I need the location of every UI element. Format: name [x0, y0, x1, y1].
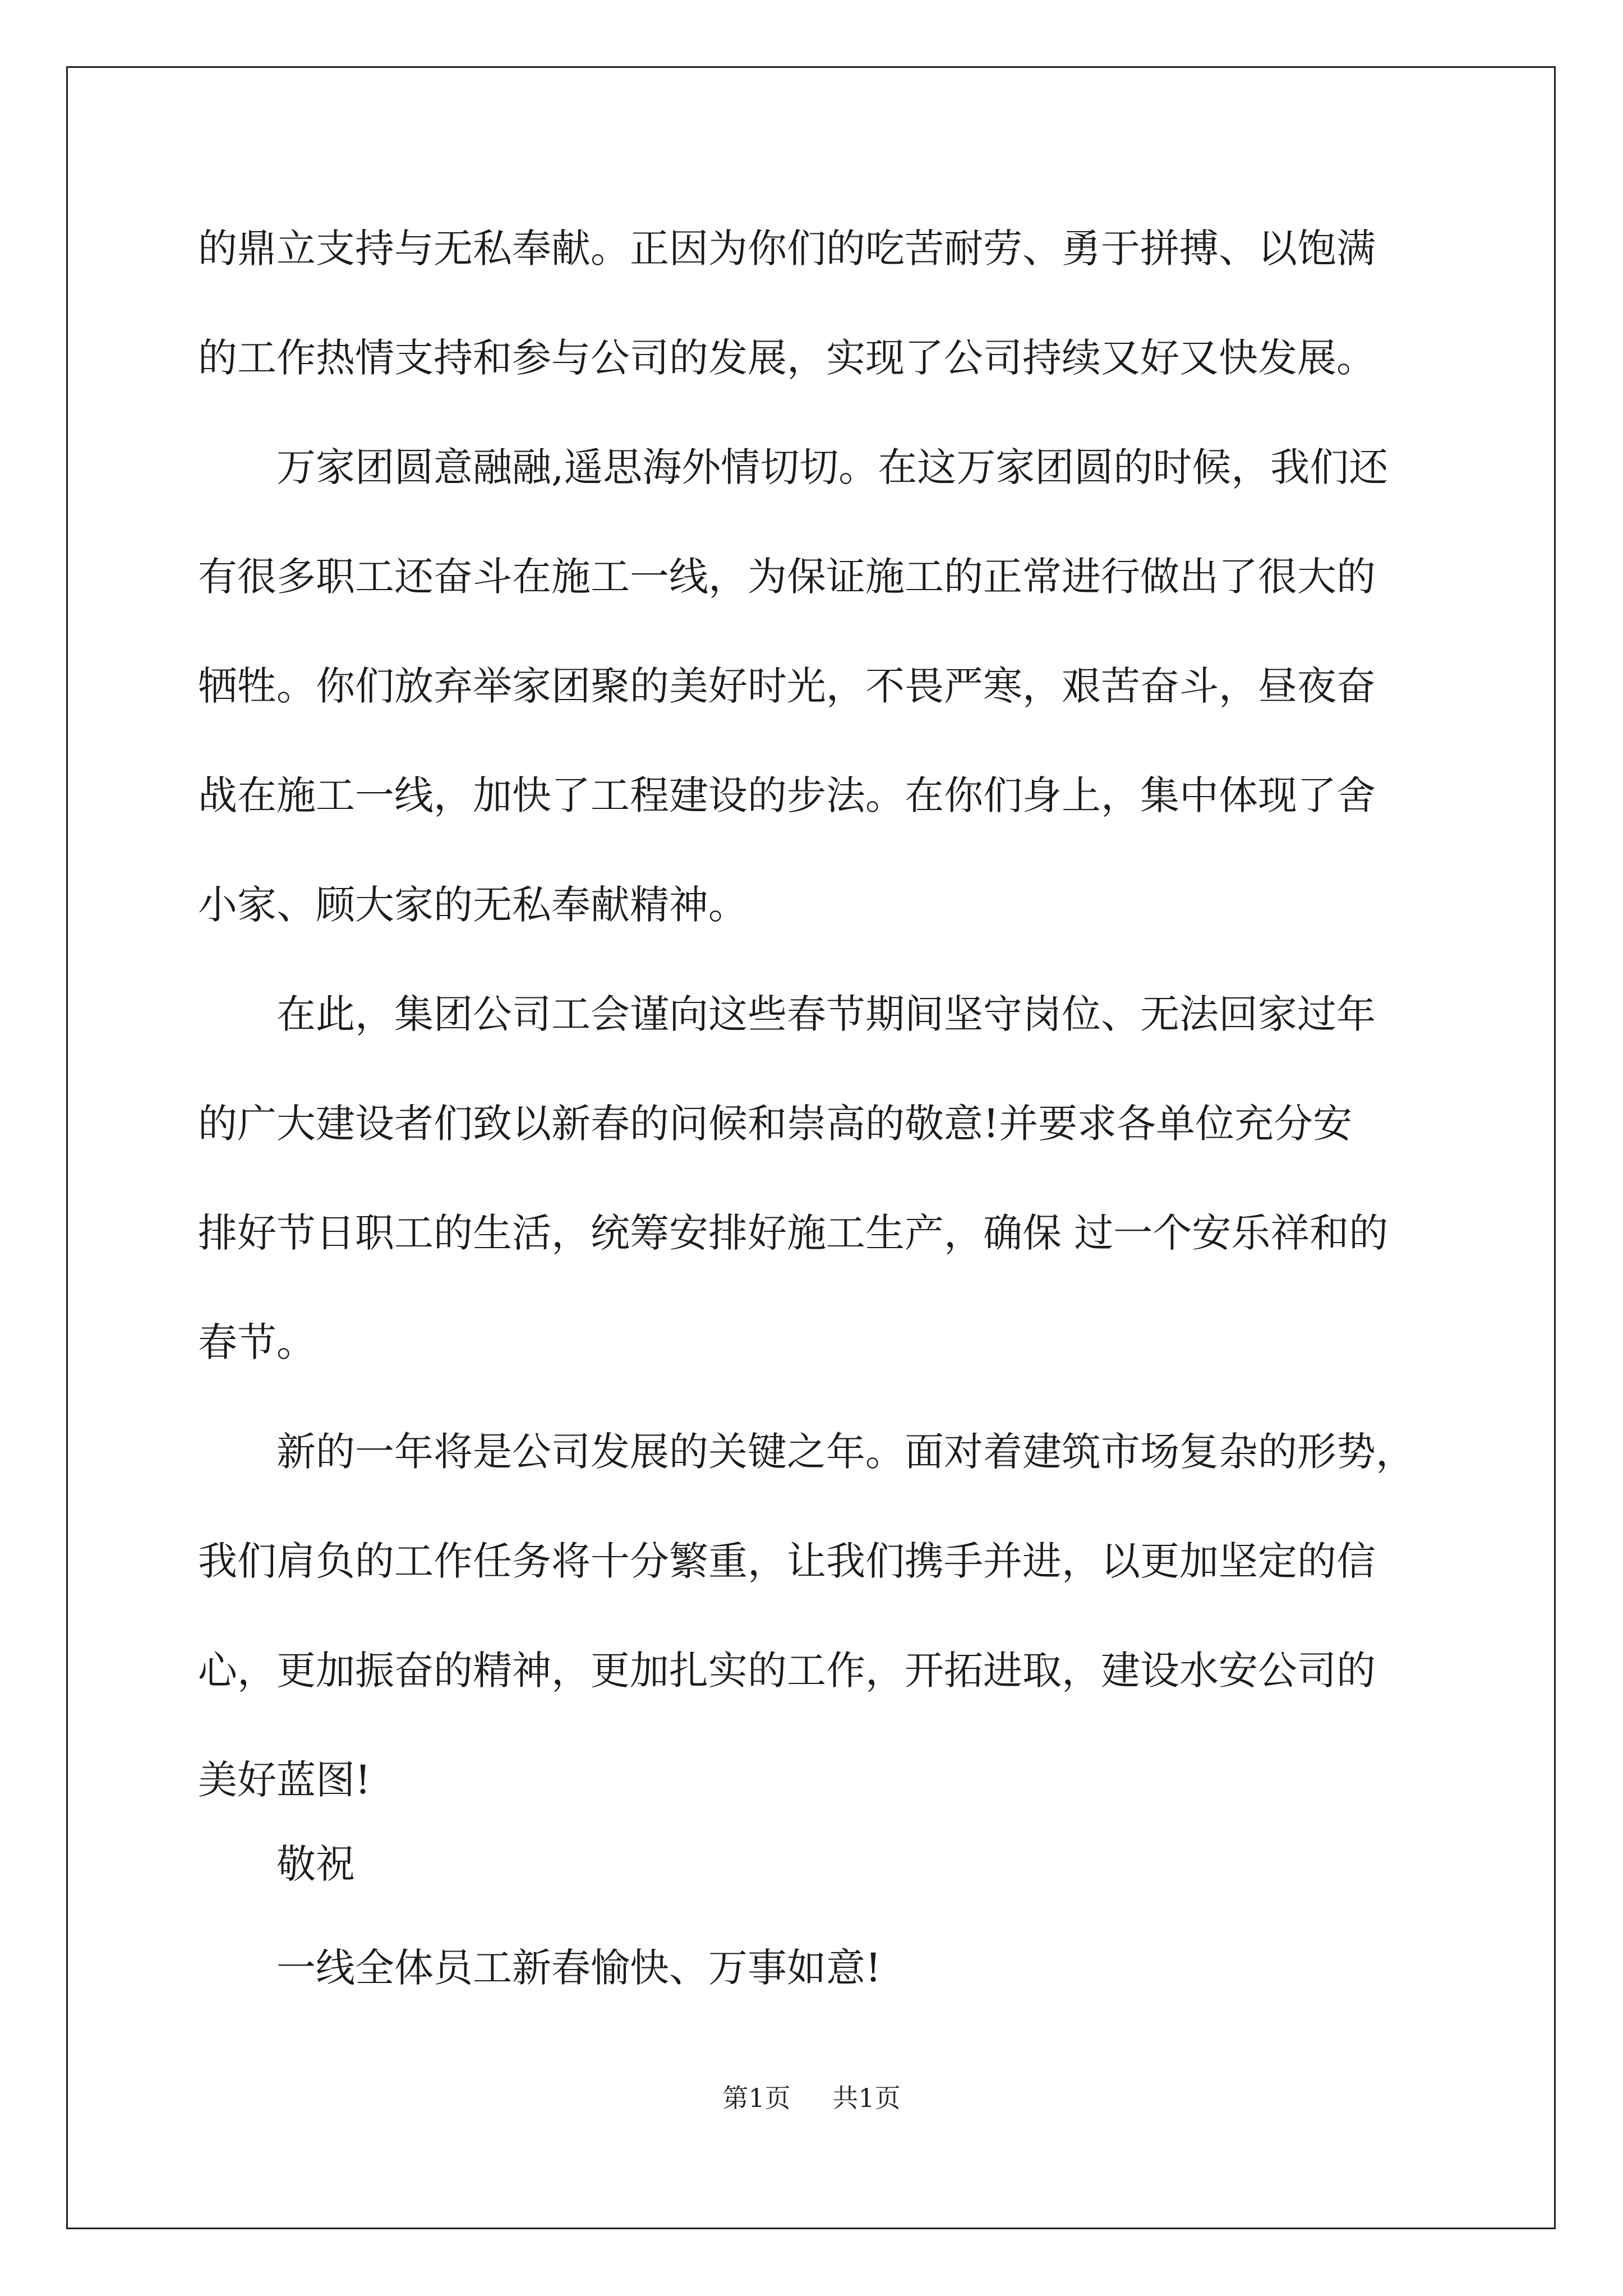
text-line: 的鼎立支持与无私奉献。正因为你们的吃苦耐劳、勇于拼搏、以饱满 — [198, 226, 1376, 272]
text-line: 心，更加振奋的精神，更加扎实的工作，开拓进取，建设水安公司的 — [198, 1648, 1376, 1694]
text-line: 新的一年将是公司发展的关键之年。面对着建筑市场复杂的形势， — [276, 1429, 1415, 1475]
text-line: 我们肩负的工作任务将十分繁重，让我们携手并进，以更加坚定的信 — [198, 1538, 1376, 1584]
text-line: 的工作热情支持和参与公司的发展，实现了公司持续又好又快发展。 — [198, 335, 1376, 381]
text-line: 战在施工一线，加快了工程建设的步法。在你们身上，集中体现了舍 — [198, 772, 1376, 818]
page-number-total: 共1页 — [832, 2083, 901, 2113]
salutation: 敬祝 — [276, 1841, 355, 1887]
text-line: 牺牲。你们放弃举家团聚的美好时光，不畏严寒，艰苦奋斗，昼夜奋 — [198, 663, 1376, 709]
text-line: 排好节日职工的生活，统筹安排好施工生产，确保 过一个安乐祥和的 — [198, 1210, 1389, 1256]
text-line: 小家、顾大家的无私奉献精神。 — [198, 882, 748, 928]
closing-wish: 一线全体员工新春愉快、万事如意! — [276, 1945, 882, 1991]
page-number-current: 第1页 — [722, 2083, 791, 2113]
text-line: 有很多职工还奋斗在施工一线，为保证施工的正常进行做出了很大的 — [198, 554, 1376, 600]
page-footer — [0, 2081, 1623, 2115]
text-line: 的广大建设者们致以新春的问候和崇高的敬意!并要求各单位充分安 — [198, 1101, 1353, 1147]
text-line: 美好蓝图! — [198, 1757, 371, 1803]
text-line: 万家团圆意融融,遥思海外情切切。在这万家团圆的时候，我们还 — [276, 444, 1389, 490]
text-line: 在此，集团公司工会谨向这些春节期间坚守岗位、无法回家过年 — [276, 991, 1376, 1037]
text-line: 春节。 — [198, 1319, 316, 1365]
